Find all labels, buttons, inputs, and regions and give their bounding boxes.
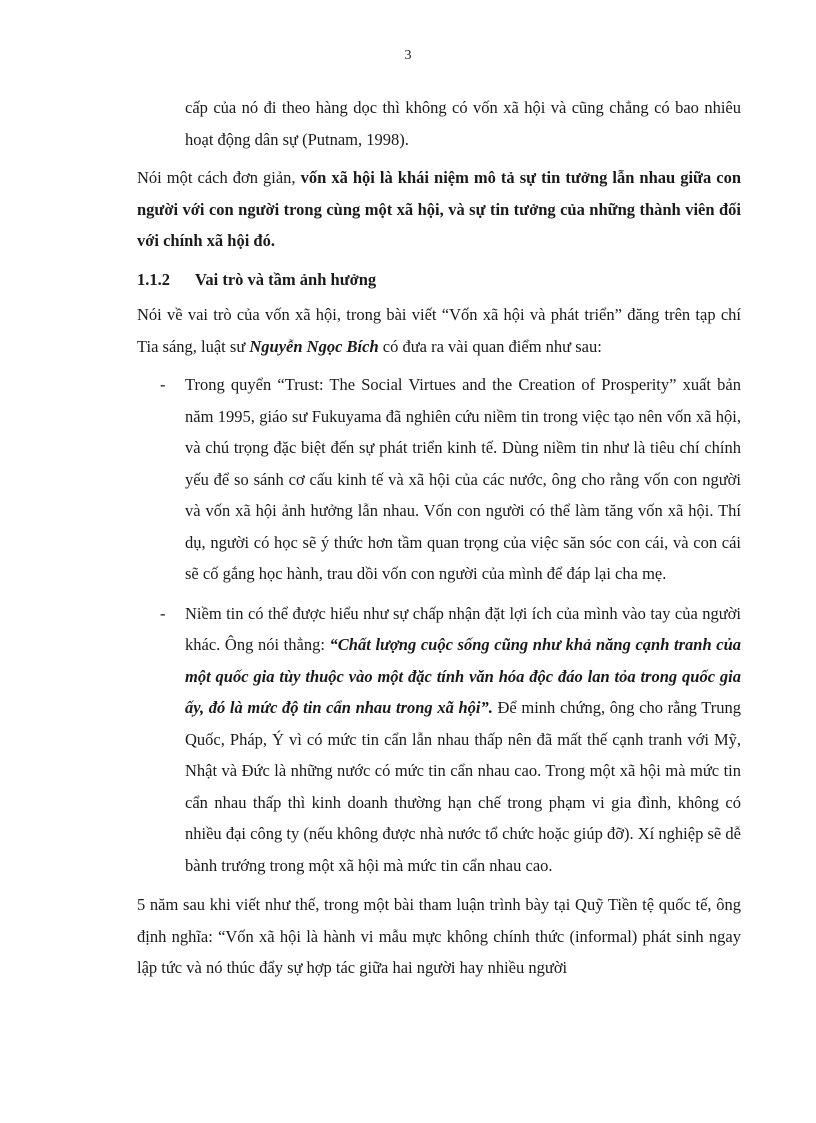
list-item-text: Trong quyển “Trust: The Social Virtues and the Creation of Prosperity” xuất bản năm 1995, giáo sư Fukuyama đã nghiên cứu niềm tin trong việc tạo nên vốn xã hội, và chú trọng đặc biệt đến sự phát triển kinh tế. Dùng niềm tin như là tiêu chí chính yếu để so sánh cơ cấu kinh tế và xã hội của các nước, ông cho rằng vốn con người và vốn xã hội ảnh hưởng lẫn nhau. Vốn con người có thể làm tăng vốn xã hội. Thí dụ, người có học sẽ ý thức hơn tầm quan trọng của việc săn sóc con cái, và con cái sẽ cố gắng học hành, trau dồi vốn con người của mình để đáp lại cha mẹ. [185,375,741,583]
section-heading [137,264,741,296]
page-number: 3 [404,48,412,63]
dash-bullet-icon: - [160,375,166,394]
section-title: Vai trò và tầm ảnh hưởng [195,269,377,289]
intro-before: Nói về vai trò của vốn xã hội, trong bài viết “Vốn xã hội và phát triển” đăng trên tạp chí Tia sáng, luật sư [137,305,741,356]
intro-author: Nguyễn Ngọc Bích [249,336,379,356]
continuation-paragraph: cấp của nó đi theo hàng dọc thì không có vốn xã hội và cũng chẳng có bao nhiêu hoạt động dân sự (Putnam, 1998). [185,98,741,149]
summary-bold-definition: vốn xã hội là khái niệm mô tả sự tin tưởng lẫn nhau giữa con người với con người trong cùng một xã hội, và sự tin tưởng của những thành viên đối với chính xã hội đó. [137,168,742,250]
summary-paragraph [137,162,741,257]
section-number: 1.1.2 [137,269,170,289]
list-item-text-after: Để minh chứng, ông cho rằng Trung Quốc, Pháp, Ý vì có mức tin cẩn lẫn nhau thấp nên đã mất thế cạnh tranh với Mỹ, Nhật và Đức là những nước có mức tin cẩn nhau cao. Trong một xã hội mà mức tin cẩn nhau thấp thì kinh doanh thường hạn chế trong phạm vi gia đình, không có nhiều đại công ty (nếu không được nhà nước tổ chức hoặc giúp đỡ). Xí nghiệp sẽ dễ bành trướng trong một xã hội mà mức tin cẩn nhau cao. [185,698,742,875]
dash-bullet-icon: - [160,603,166,623]
intro-after: có đưa ra vài quan điểm như sau: [378,336,602,356]
list-item-text-before: Niềm tin có thể được hiểu như sự chấp nhận đặt lợi ích của mình vào tay của người khác. Ông nói thẳng: [185,603,741,654]
bullet-list [137,369,741,881]
summary-lead: Nói một cách đơn giản, [137,168,301,187]
list-item [137,598,741,882]
closing-paragraph: 5 năm sau khi viết như thế, trong một bài tham luận trình bày tại Quỹ Tiền tệ quốc tế, ông định nghĩa: “Vốn xã hội là hành vi mẫu mực không chính thức (informal) phát sinh ngay lập tức và nó thúc đẩy sự hợp tác giữa hai người hay nhiều người [137,895,741,977]
fukuyama-quote: “Chất lượng cuộc sống cũng như khả năng cạnh tranh của một quốc gia tùy thuộc vào một đặc tính văn hóa độc đáo lan tỏa trong quốc gia ấy, đó là mức độ tin cẩn nhau trong xã hội”. [185,635,742,717]
list-item [137,369,741,590]
intro-paragraph [137,299,741,362]
document-body [137,92,741,991]
